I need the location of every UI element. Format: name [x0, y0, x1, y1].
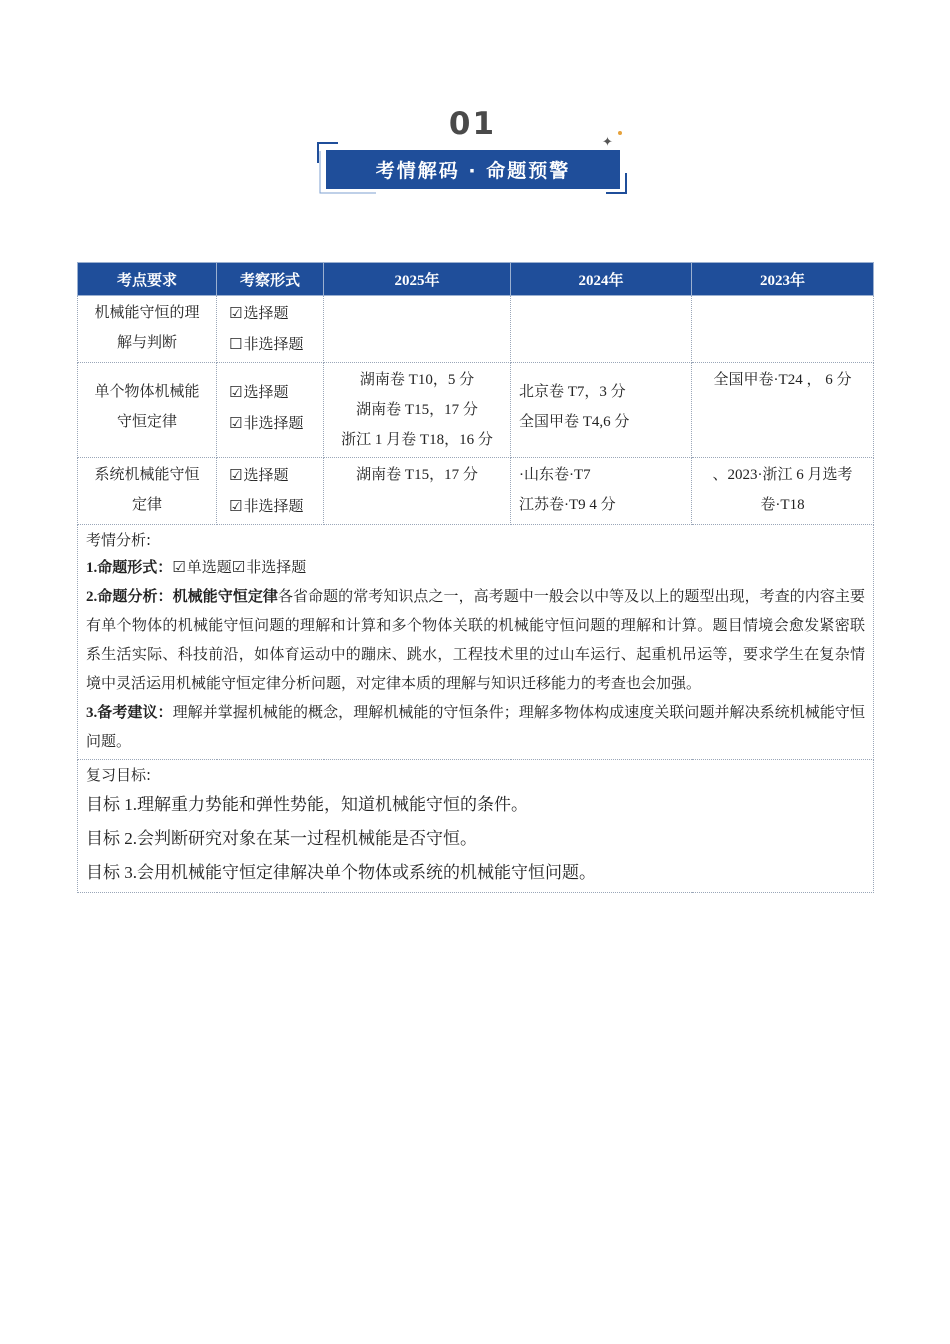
analysis-item-3: 3.备考建议：理解并掌握机械能的概念，理解机械能的守恒条件；理解多物体构成速度关联问题并解决系统机械能守恒问题。 — [86, 705, 865, 750]
header-title: 考情解码 · 命题预警 — [375, 160, 571, 182]
col-header-2024: 2024年 — [511, 263, 692, 296]
exam-analysis-table — [77, 262, 874, 893]
analysis-heading: 考情分析: — [86, 531, 152, 549]
goal-item: 目标 2.会判断研究对象在某一过程机械能是否守恒。 — [86, 829, 477, 848]
year-2024-cell: 北京卷 T7，3 分 全国甲卷 T4,6 分 — [511, 363, 692, 458]
analysis-cell — [78, 525, 874, 760]
table-row — [78, 363, 874, 458]
analysis-item-2: 2.命题分析：机械能守恒定律各省命题的常考知识点之一，高考题中一般会以中等及以上的题型出现，考查的内容主要有单个物体的机械能守恒问题的理解和计算和多个物体关联的机械能守恒问题的理解和计算。题目情境会愈发紧密联系生活实际、科技前沿，如体育运动中的蹦床、跳水，工程技术里的过山车运行、起重机吊运等，要求学生在复杂情境中灵活运用机械能守恒定律分析问题，对定律本质的理解与知识迁移能力的考查也会加强。 — [86, 589, 865, 692]
goals-cell — [78, 760, 874, 893]
topic-cell: 单个物体机械能 守恒定律 — [78, 363, 217, 458]
col-header-2023: 2023年 — [692, 263, 874, 296]
form-cell: ☑选择题 ☐非选择题 — [217, 296, 324, 363]
form-cell: ☑选择题 ☑非选择题 — [217, 458, 324, 525]
year-2025-cell: 湖南卷 T15，17 分 — [324, 458, 511, 525]
checked-box-icon: ☑ — [172, 558, 186, 576]
form-cell: ☑选择题 ☑非选择题 — [217, 363, 324, 458]
table-row — [78, 296, 874, 363]
year-2024-cell — [511, 296, 692, 363]
col-header-2025: 2025年 — [324, 263, 511, 296]
goals-row — [78, 760, 874, 893]
year-2023-cell — [692, 296, 874, 363]
dot-icon — [618, 131, 622, 135]
unchecked-box-icon: ☐ — [229, 335, 243, 353]
section-header — [0, 0, 950, 220]
checked-box-icon: ☑ — [229, 414, 243, 432]
analysis-row — [78, 525, 874, 760]
checked-box-icon: ☑ — [229, 497, 243, 515]
year-2023-cell: 、2023·浙江 6 月选考 卷·T18 — [692, 458, 874, 525]
checked-box-icon: ☑ — [229, 383, 243, 401]
checked-box-icon: ☑ — [231, 558, 246, 576]
table-row — [78, 458, 874, 525]
checked-box-icon: ☑ — [229, 304, 243, 322]
goal-item: 目标 1.理解重力势能和弹性势能，知道机械能守恒的条件。 — [86, 795, 528, 814]
section-number: 01 — [448, 106, 497, 142]
table-header-row — [78, 263, 874, 296]
year-2025-cell: 湖南卷 T10，5 分 湖南卷 T15，17 分 浙江 1 月卷 T18，16 分 — [324, 363, 511, 458]
analysis-item-1: 1.命题形式：☑单选题☑非选择题 — [86, 553, 865, 583]
col-header-topic: 考点要求 — [78, 263, 217, 296]
col-header-form: 考察形式 — [217, 263, 324, 296]
goals-heading: 复习目标: — [86, 766, 152, 784]
header-title-box — [326, 150, 620, 189]
year-2023-cell: 全国甲卷·T24 ， 6 分 — [692, 363, 874, 458]
checked-box-icon: ☑ — [229, 466, 243, 484]
topic-cell: 机械能守恒的理 解与判断 — [78, 296, 217, 363]
topic-cell: 系统机械能守恒 定律 — [78, 458, 217, 525]
year-2025-cell — [324, 296, 511, 363]
goal-item: 目标 3.会用机械能守恒定律解决单个物体或系统的机械能守恒问题。 — [86, 863, 596, 882]
sparkle-icon: ✦ — [602, 135, 613, 150]
year-2024-cell: ·山东卷·T7 江苏卷·T9 4 分 — [511, 458, 692, 525]
